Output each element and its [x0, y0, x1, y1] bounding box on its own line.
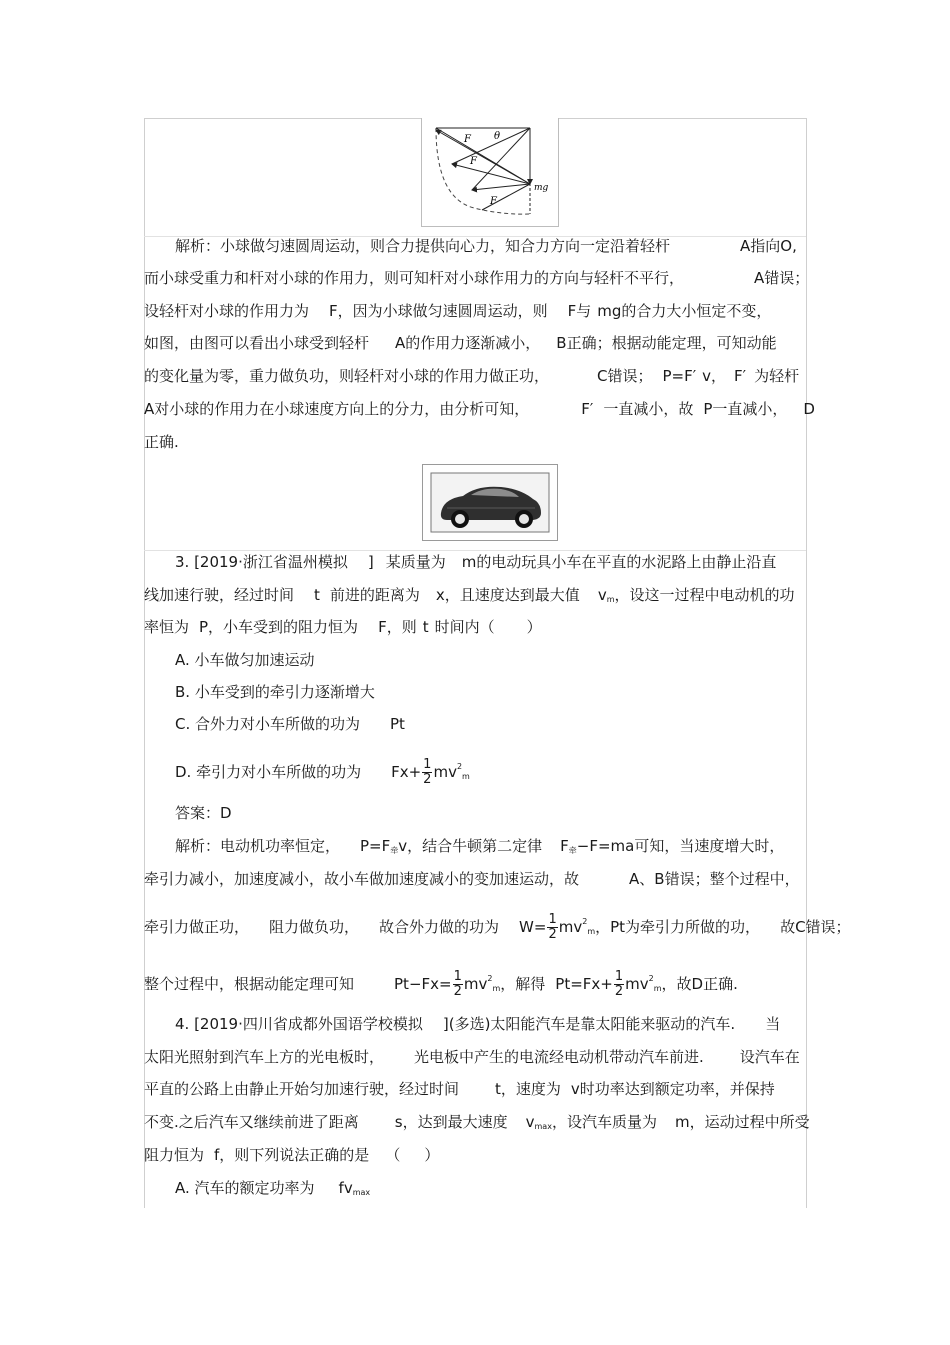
text-run: 前进的距离为: [329, 586, 420, 604]
text-run: A、B错误；整个过程中，: [629, 870, 800, 888]
q3-option-a: A. 小车做匀加速运动: [175, 651, 315, 669]
text-run: 当: [765, 1015, 781, 1033]
text-run: A对小球的作用力在小球速度方向上的分力，由分析可知，: [144, 400, 530, 418]
frame-divider-2: [144, 550, 806, 551]
text-run: v，: [702, 367, 727, 385]
text-run: F，则: [378, 618, 417, 636]
superscript: 2: [456, 762, 463, 771]
superscript: 2: [582, 917, 588, 926]
analysis1-line-6: [144, 399, 815, 419]
analysis1-line-4: [144, 333, 810, 353]
text-run: P=F: [360, 837, 391, 855]
text-run: A. 汽车的额定功率为: [175, 1179, 315, 1197]
text-run: 某质量为: [385, 553, 446, 571]
text-run: Pt=Fx+: [555, 975, 613, 993]
text-run: （: [385, 1146, 401, 1164]
force-label-1: F: [464, 134, 471, 145]
subscript: m: [606, 595, 615, 604]
subscript: m: [462, 772, 470, 781]
fraction-half: $\frac{1}{2}$: [614, 969, 624, 999]
q3-stem-line-2: [144, 585, 810, 610]
text-run: F′: [581, 400, 594, 418]
text-run: f，则下列说法正确的是: [214, 1146, 370, 1164]
q4-line-1: [175, 1014, 810, 1034]
subscript: m: [653, 984, 662, 993]
text-run: 解析：电动机功率恒定，: [175, 837, 341, 855]
text-run: 设汽车在: [739, 1048, 800, 1066]
text-run: P一直减小，: [703, 400, 788, 418]
q4-line-4: [144, 1112, 810, 1137]
text-run: mg的合力大小恒定不变，: [597, 302, 772, 320]
text-run: 光电板中产生的电流经电动机带动汽车前进.: [414, 1048, 704, 1066]
text-run: m的电动玩具小车在平直的水泥路上由静止沿直: [461, 553, 777, 571]
text-run: 而小球受重力和杆对小球的作用力，则可知杆对小球作用力的方向与轻杆不平行，: [144, 269, 685, 287]
q4-line-3: [144, 1079, 810, 1099]
text-run: 正确.: [144, 433, 179, 451]
text-run: 故C错误；: [780, 918, 851, 936]
text-run: 设轻杆对小球的作用力为: [144, 302, 310, 320]
text-run: 阻力做负功，: [269, 918, 360, 936]
text-run: x，且速度达到最大值: [435, 586, 580, 604]
toy-car-image: [423, 465, 557, 540]
q3-stem-line-3: [144, 617, 810, 637]
text-run: ](多选)太阳能汽车是靠太阳能来驱动的汽车.: [442, 1015, 736, 1033]
q3-answer: 答案：D: [175, 804, 232, 822]
text-run: v，结合牛顿第二定律: [398, 837, 543, 855]
q3-analysis-line-1: [175, 836, 810, 861]
text-run: Fx+: [391, 763, 422, 781]
text-run: 3. [2019·浙江省温州模拟: [175, 553, 348, 571]
analysis1-line-7: [144, 432, 810, 452]
text-run: 不变.之后汽车又继续前进了距离: [144, 1113, 359, 1131]
text-run: ，设这一过程中电动机的功: [614, 586, 795, 604]
text-run: C错误；: [597, 367, 653, 385]
text-run: 故合外力做的功为: [379, 918, 500, 936]
superscript: 2: [487, 974, 493, 983]
text-run: 的变化量为零，重力做负功，则轻杆对小球的作用力做正功，: [144, 367, 550, 385]
subscript: m: [587, 927, 596, 936]
text-run: A指向O,: [740, 237, 797, 255]
text-run: 阻力恒为: [144, 1146, 205, 1164]
analysis1-line-5: [144, 366, 810, 386]
text-run: W=: [519, 918, 547, 936]
subscript: m: [492, 984, 501, 993]
text-run: ）: [526, 618, 542, 636]
force-diagram: [422, 118, 558, 226]
text-run: mv: [625, 975, 649, 993]
q3-option-b: B. 小车受到的牵引力逐渐增大: [175, 683, 375, 701]
text-run: 率恒为: [144, 618, 190, 636]
text-run: 牵引力减小，加速度减小，故小车做加速度减小的变加速运动，故: [144, 870, 580, 888]
q4-line-5: [144, 1145, 810, 1165]
text-run: 线加速行驶，经过时间: [144, 586, 295, 604]
text-run: A的作用力逐渐减小，: [395, 334, 541, 352]
text-run: D: [803, 400, 815, 418]
fraction-half: $\frac{1}{2}$: [453, 969, 462, 999]
analysis1-line-2: [144, 268, 810, 288]
text-run: v: [525, 1113, 535, 1131]
theta-label: θ: [494, 131, 501, 142]
analysis1-line-1: [175, 236, 810, 256]
q4-line-2: [144, 1047, 810, 1067]
q3-analysis-line-2: [144, 869, 810, 889]
subscript: max: [352, 1188, 371, 1197]
q3-stem-line-1: [175, 552, 810, 572]
fraction-half: $\frac{1}{2}$: [548, 912, 557, 942]
text-run: −F=ma可知，当速度增大时，: [576, 837, 785, 855]
text-run: 为轻杆: [754, 367, 800, 385]
text-run: mv: [558, 918, 583, 936]
text-run: A错误；: [754, 269, 810, 287]
text-run: D. 牵引力对小车所做的功为: [175, 763, 362, 781]
circular-path-arc: [436, 128, 530, 214]
text-run: 如图，由图可以看出小球受到轻杆: [144, 334, 370, 352]
q3-option-d: [175, 748, 810, 786]
q3-analysis-line-3: [144, 902, 851, 942]
text-run: Pt−Fx=: [394, 975, 452, 993]
superscript: 2: [648, 974, 654, 983]
text-run: mv: [463, 975, 488, 993]
text-run: ，故D正确.: [661, 975, 738, 993]
fraction-half: $\frac{1}{2}$: [423, 757, 432, 787]
weight-label: mg: [534, 183, 549, 193]
analysis1-line-3: [144, 301, 810, 321]
text-run: 平直的公路上由静止开始匀加速行驶，经过时间: [144, 1080, 460, 1098]
text-run: 太阳光照射到汽车上方的光电板时，: [144, 1048, 385, 1066]
force-label-2: F: [470, 156, 477, 167]
text-run: B正确；根据动能定理，可知动能: [556, 334, 777, 352]
text-run: 解析：小球做匀速圆周运动，则合力提供向心力，知合力方向一定沿着轻杆: [175, 237, 671, 255]
text-run: ）: [424, 1146, 440, 1164]
text-run: v时功率达到额定功率，并保持: [570, 1080, 775, 1098]
text-run: ，解得: [500, 975, 546, 993]
text-run: 时间内（: [434, 618, 495, 636]
text-run: ，Pt为牵引力所做的功，: [595, 918, 761, 936]
text-run: F与: [567, 302, 592, 320]
force-label-3: F: [490, 196, 497, 207]
text-run: 一直减小，故: [603, 400, 694, 418]
text-run: 牵引力做正功，: [144, 918, 250, 936]
text-run: 4. [2019·四川省成都外国语学校模拟: [175, 1015, 423, 1033]
text-run: 整个过程中，根据动能定理可知: [144, 975, 355, 993]
text-run: m，运动过程中所受: [674, 1113, 810, 1131]
text-run: t: [314, 586, 320, 604]
text-run: C. 合外力对小车所做的功为: [175, 715, 361, 733]
text-run: F，因为小球做匀速圆周运动，则: [329, 302, 548, 320]
text-run: P=F′: [662, 367, 697, 385]
subscript: 牵: [568, 846, 577, 855]
text-run: F′: [734, 367, 747, 385]
text-run: t，速度为: [495, 1080, 561, 1098]
subscript: max: [534, 1122, 552, 1131]
force-diagram-figure: [421, 118, 559, 227]
text-run: ，设汽车质量为: [551, 1113, 657, 1131]
q3-option-c: [175, 714, 810, 734]
text-run: ]: [367, 553, 374, 571]
toy-car-figure: [422, 464, 558, 541]
text-run: P，小车受到的阻力恒为: [199, 618, 359, 636]
text-run: Pt: [390, 715, 405, 733]
subscript: 牵: [390, 846, 399, 855]
text-run: t: [422, 618, 429, 636]
q3-analysis-line-4: [144, 959, 810, 999]
text-run: F: [560, 837, 569, 855]
text-run: mv: [433, 763, 457, 781]
text-run: v: [597, 586, 607, 604]
text-run: s，达到最大速度: [394, 1113, 508, 1131]
text-run: fv: [338, 1179, 353, 1197]
q4-option-a: [175, 1178, 810, 1203]
